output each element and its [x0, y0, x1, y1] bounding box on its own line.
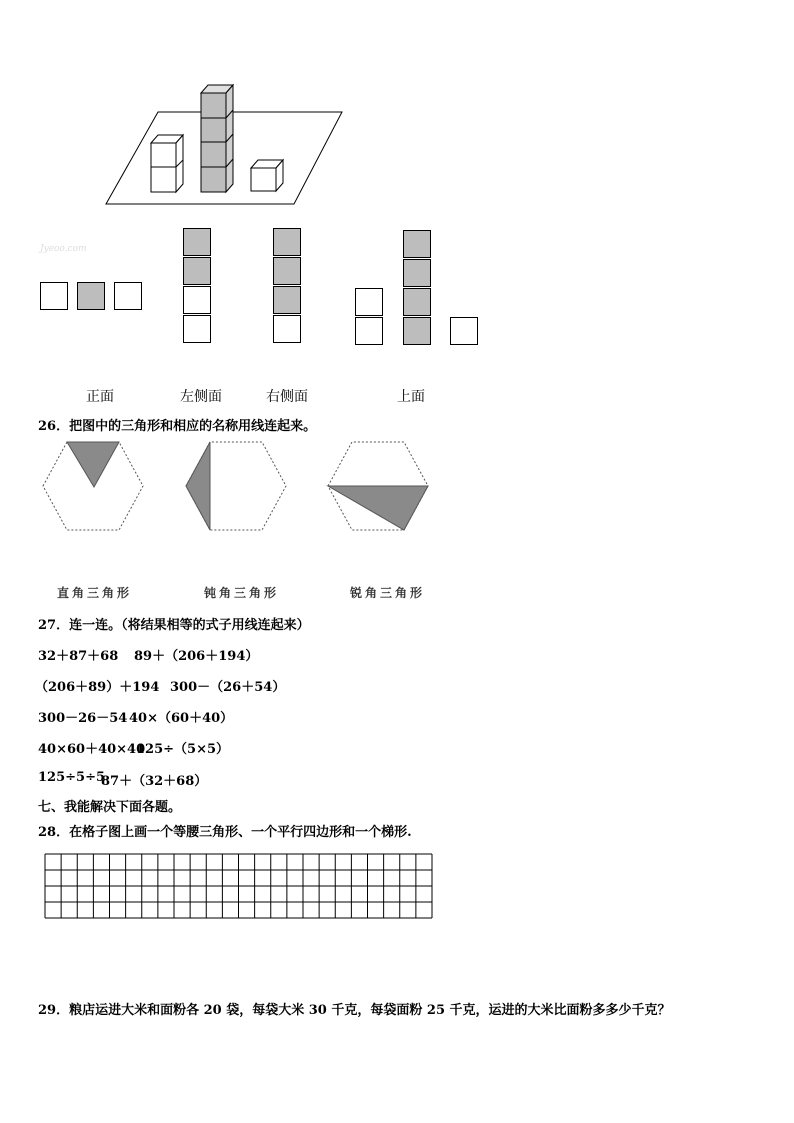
triangle-name-2: 钝角三角形 [204, 586, 280, 600]
question-29-title: 29．粮店运进大米和面粉各 20 袋，每袋大米 30 千克，每袋面粉 25 千克，运进的大米比面粉多多少千克？ [38, 1003, 671, 1018]
hexagon-right [186, 442, 286, 530]
view-label-front: 正面 [86, 389, 114, 405]
right-cube [251, 160, 283, 191]
expr-left-4: 40×60＋40×40 [38, 742, 146, 757]
right-triangle [186, 442, 210, 530]
acute-triangle [67, 442, 119, 487]
view-label-right: 右侧面 [266, 389, 308, 405]
expr-left-3: 300－26－54 [38, 711, 128, 726]
hexagon-figures [40, 438, 440, 534]
expr-right-1: 89＋（206＋194） [134, 649, 259, 664]
left-cube-stack [151, 135, 183, 192]
hexagon-obtuse [328, 442, 428, 530]
expr-right-2: 300－（26＋54） [170, 680, 286, 695]
view-label-left: 左侧面 [180, 389, 222, 405]
obtuse-triangle [328, 486, 428, 530]
expr-right-3: 40×（60＋40） [129, 711, 234, 726]
middle-cube-stack [201, 85, 233, 192]
expr-left-5: 125÷5÷5 [38, 770, 106, 785]
section-7-heading: 七、我能解决下面各题。 [38, 800, 182, 815]
view-label-top: 上面 [397, 389, 425, 405]
watermark: Jyeoo.com [40, 244, 87, 254]
cube-stack-figure [100, 80, 350, 210]
hexagon-acute [43, 442, 143, 530]
triangle-name-1: 直角三角形 [57, 586, 133, 600]
question-26-title: 26．把图中的三角形和相应的名称用线连起来。 [38, 419, 317, 434]
expr-left-1: 32＋87＋68 [38, 649, 119, 664]
expr-left-2: （206＋89）＋194 [35, 680, 160, 695]
triangle-name-3: 锐角三角形 [350, 586, 426, 600]
question-28-title: 28．在格子图上画一个等腰三角形、一个平行四边形和一个梯形. [38, 825, 412, 840]
expr-right-5: 87＋（32＋68） [101, 774, 208, 789]
drawing-grid[interactable] [44, 853, 433, 919]
expr-right-4: 125÷（5×5） [136, 742, 230, 757]
question-27-title: 27．连一连。（将结果相等的式子用线连起来） [38, 618, 310, 633]
